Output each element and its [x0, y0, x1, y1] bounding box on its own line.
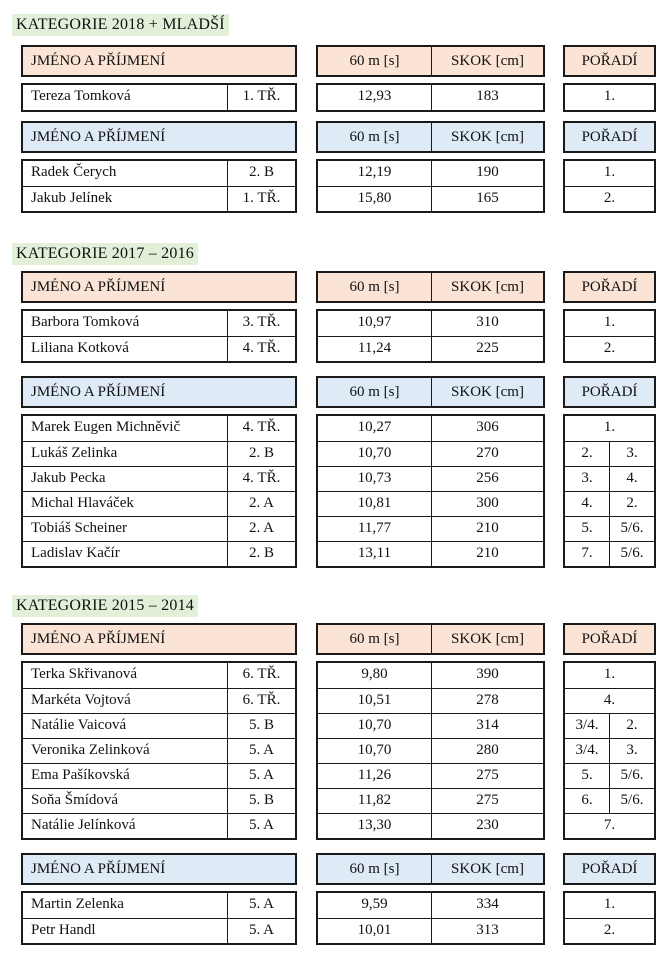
class-name: 4. TŘ. [227, 416, 295, 441]
rank-value: 1. [603, 666, 616, 682]
sprint-time: 11,77 [357, 520, 392, 536]
rank-column-body [563, 159, 656, 213]
name-header [21, 45, 297, 77]
athlete-name: Tereza Tomková [31, 88, 131, 104]
rank-value: 4. [603, 692, 616, 708]
table-row [23, 893, 295, 918]
athlete-name: Jakub Jelínek [31, 190, 113, 206]
sprint-header-label: 60 m [s] [349, 384, 400, 400]
jump-header-label: SKOK [cm] [431, 47, 543, 75]
table-row [318, 918, 543, 944]
athlete-name: Liliana Kotková [31, 340, 129, 356]
table-row [318, 516, 543, 542]
rank-column-body [563, 414, 656, 568]
jump-distance: 183 [431, 85, 543, 110]
table-row [565, 893, 654, 918]
jump-distance: 190 [431, 161, 543, 186]
jump-distance: 165 [431, 187, 543, 212]
name-header [21, 271, 297, 303]
jump-distance: 280 [431, 739, 543, 764]
sprint-header-label: 60 m [s] [349, 861, 400, 877]
score-header [316, 853, 545, 885]
name-column-body [21, 159, 297, 213]
table-row [23, 85, 295, 110]
rank-value: 2. [581, 445, 593, 461]
sprint-time: 10,73 [357, 470, 392, 486]
rank-column-body [563, 891, 656, 945]
table-row [565, 918, 654, 944]
athlete-name: Barbora Tomková [31, 314, 140, 330]
sprint-time: 10,97 [357, 314, 392, 330]
table-row [565, 466, 654, 492]
table-row [565, 311, 654, 336]
jump-distance: 278 [431, 689, 543, 714]
table-row [318, 336, 543, 362]
name-header [21, 623, 297, 655]
rank-value-secondary: 2. [609, 492, 654, 517]
athlete-name: Radek Čerych [31, 164, 117, 180]
table-row [565, 713, 654, 739]
score-header [316, 45, 545, 77]
table-row [565, 788, 654, 814]
table-row [23, 813, 295, 839]
athlete-name: Markéta Vojtová [31, 692, 131, 708]
name-header [21, 121, 297, 153]
class-name: 2. A [227, 517, 295, 542]
table-row [318, 893, 543, 918]
rank-value-secondary: 3. [609, 739, 654, 764]
class-name: 6. TŘ. [227, 689, 295, 714]
table-row [565, 85, 654, 110]
table-row [318, 713, 543, 739]
jump-header-label: SKOK [cm] [431, 855, 543, 883]
score-column-body [316, 83, 545, 112]
athlete-name: Terka Skřivanová [31, 666, 137, 682]
class-name: 5. B [227, 789, 295, 814]
rank-value: 6. [581, 792, 593, 808]
sprint-time: 10,81 [357, 495, 392, 511]
sprint-time: 15,80 [357, 190, 392, 206]
category-title: KATEGORIE 2018 + MLADŠÍ [12, 14, 229, 36]
sprint-time: 10,01 [357, 922, 392, 938]
table-row [318, 416, 543, 441]
rank-header-label: POŘADÍ [581, 384, 638, 400]
table-row [318, 688, 543, 714]
table-row [23, 918, 295, 944]
class-name: 5. A [227, 739, 295, 764]
name-header-label: JMÉNO A PŘÍJMENÍ [31, 384, 166, 400]
name-header-label: JMÉNO A PŘÍJMENÍ [31, 631, 166, 647]
rank-value-secondary: 5/6. [609, 542, 654, 567]
rank-header [563, 853, 656, 885]
rank-value: 4. [581, 495, 593, 511]
rank-value: 3/4. [575, 717, 599, 733]
class-name: 6. TŘ. [227, 663, 295, 688]
rank-value: 3/4. [575, 742, 599, 758]
class-name: 2. B [227, 542, 295, 567]
table-row [565, 663, 654, 688]
table-row [23, 441, 295, 467]
rank-value-secondary: 4. [609, 467, 654, 492]
rank-value: 2. [603, 922, 616, 938]
sprint-time: 12,19 [357, 164, 392, 180]
rank-value: 3. [581, 470, 593, 486]
score-column-body [316, 159, 545, 213]
athlete-name: Soňa Šmídová [31, 792, 119, 808]
class-name: 5. A [227, 919, 295, 944]
class-name: 4. TŘ. [227, 337, 295, 362]
sprint-time: 10,70 [357, 717, 392, 733]
rank-value-secondary: 5/6. [609, 789, 654, 814]
athlete-name: Tobiáš Scheiner [31, 520, 128, 536]
table-row [565, 813, 654, 839]
table-row [565, 441, 654, 467]
rank-header [563, 45, 656, 77]
name-header-label: JMÉNO A PŘÍJMENÍ [31, 279, 166, 295]
category-title: KATEGORIE 2017 – 2016 [12, 243, 198, 265]
table-row [565, 336, 654, 362]
class-name: 1. TŘ. [227, 85, 295, 110]
jump-distance: 313 [431, 919, 543, 944]
table-row [565, 688, 654, 714]
name-header-label: JMÉNO A PŘÍJMENÍ [31, 53, 166, 69]
sprint-header-label: 60 m [s] [349, 129, 400, 145]
table-row [318, 663, 543, 688]
rank-header-label: POŘADÍ [581, 53, 638, 69]
table-row [23, 788, 295, 814]
table-row [565, 738, 654, 764]
rank-column-body [563, 309, 656, 363]
rank-value: 7. [581, 545, 593, 561]
name-column-body [21, 661, 297, 840]
jump-distance: 270 [431, 442, 543, 467]
table-row [23, 466, 295, 492]
name-header [21, 376, 297, 408]
sprint-time: 11,26 [357, 767, 392, 783]
table-row [23, 763, 295, 789]
sprint-time: 10,27 [357, 419, 392, 435]
rank-header-label: POŘADÍ [581, 631, 638, 647]
sprint-time: 11,24 [357, 340, 392, 356]
rank-value: 1. [603, 419, 616, 435]
rank-column-body [563, 83, 656, 112]
rank-column-body [563, 661, 656, 840]
rank-value-secondary: 5/6. [609, 764, 654, 789]
sprint-time: 9,59 [361, 896, 388, 912]
athlete-name: Lukáš Zelinka [31, 445, 118, 461]
jump-distance: 210 [431, 542, 543, 567]
table-row [23, 688, 295, 714]
name-header [21, 853, 297, 885]
class-name: 2. B [227, 442, 295, 467]
rank-value-secondary: 5/6. [609, 517, 654, 542]
sprint-time: 10,51 [357, 692, 392, 708]
table-row [318, 491, 543, 517]
rank-value: 5. [581, 520, 593, 536]
rank-value: 7. [603, 817, 616, 833]
table-row [23, 186, 295, 212]
class-name: 5. A [227, 893, 295, 918]
table-row [318, 85, 543, 110]
table-row [565, 161, 654, 186]
name-column-body [21, 83, 297, 112]
table-row [318, 813, 543, 839]
rank-value: 1. [603, 164, 616, 180]
rank-value: 1. [603, 314, 616, 330]
class-name: 4. TŘ. [227, 467, 295, 492]
sprint-time: 11,82 [357, 792, 392, 808]
table-row [23, 161, 295, 186]
sprint-header-label: 60 m [s] [349, 53, 400, 69]
rank-value: 5. [581, 767, 593, 783]
sprint-time: 10,70 [357, 445, 392, 461]
jump-header-label: SKOK [cm] [431, 273, 543, 301]
table-row [23, 541, 295, 567]
score-header [316, 623, 545, 655]
rank-value: 1. [603, 88, 616, 104]
score-header [316, 121, 545, 153]
table-row [565, 541, 654, 567]
class-name: 2. A [227, 492, 295, 517]
athlete-name: Martin Zelenka [31, 896, 124, 912]
athlete-name: Petr Handl [31, 922, 96, 938]
table-row [565, 186, 654, 212]
rank-header-label: POŘADÍ [581, 861, 638, 877]
table-row [565, 416, 654, 441]
table-row [23, 738, 295, 764]
rank-value: 2. [603, 340, 616, 356]
athlete-name: Jakub Pecka [31, 470, 106, 486]
name-column-body [21, 891, 297, 945]
table-row [23, 713, 295, 739]
jump-distance: 300 [431, 492, 543, 517]
jump-distance: 334 [431, 893, 543, 918]
jump-header-label: SKOK [cm] [431, 378, 543, 406]
table-row [23, 491, 295, 517]
jump-distance: 230 [431, 814, 543, 839]
sprint-time: 9,80 [361, 666, 388, 682]
score-column-body [316, 891, 545, 945]
table-row [318, 541, 543, 567]
jump-distance: 210 [431, 517, 543, 542]
sprint-time: 12,93 [357, 88, 392, 104]
jump-distance: 225 [431, 337, 543, 362]
category-title: KATEGORIE 2015 – 2014 [12, 595, 198, 617]
class-name: 5. B [227, 714, 295, 739]
name-header-label: JMÉNO A PŘÍJMENÍ [31, 861, 166, 877]
table-row [318, 788, 543, 814]
jump-distance: 256 [431, 467, 543, 492]
athlete-name: Michal Hlaváček [31, 495, 134, 511]
table-row [318, 466, 543, 492]
table-row [565, 491, 654, 517]
name-header-label: JMÉNO A PŘÍJMENÍ [31, 129, 166, 145]
sprint-header-label: 60 m [s] [349, 631, 400, 647]
name-column-body [21, 414, 297, 568]
table-row [318, 763, 543, 789]
score-column-body [316, 309, 545, 363]
table-row [23, 336, 295, 362]
athlete-name: Ladislav Kačír [31, 545, 120, 561]
table-row [565, 763, 654, 789]
class-name: 3. TŘ. [227, 311, 295, 336]
class-name: 2. B [227, 161, 295, 186]
name-column-body [21, 309, 297, 363]
jump-distance: 314 [431, 714, 543, 739]
rank-value: 1. [603, 896, 616, 912]
rank-header [563, 271, 656, 303]
athlete-name: Natálie Jelínková [31, 817, 136, 833]
table-row [23, 416, 295, 441]
rank-value: 2. [603, 190, 616, 206]
rank-value-secondary: 3. [609, 442, 654, 467]
sprint-time: 13,30 [357, 817, 392, 833]
table-row [318, 186, 543, 212]
score-header [316, 376, 545, 408]
class-name: 5. A [227, 814, 295, 839]
rank-header [563, 121, 656, 153]
class-name: 5. A [227, 764, 295, 789]
rank-header-label: POŘADÍ [581, 129, 638, 145]
score-header [316, 271, 545, 303]
jump-distance: 275 [431, 789, 543, 814]
class-name: 1. TŘ. [227, 187, 295, 212]
table-row [318, 161, 543, 186]
athlete-name: Natálie Vaicová [31, 717, 127, 733]
rank-header [563, 623, 656, 655]
table-row [318, 441, 543, 467]
score-column-body [316, 661, 545, 840]
jump-distance: 390 [431, 663, 543, 688]
table-row [23, 311, 295, 336]
table-row [318, 311, 543, 336]
jump-distance: 310 [431, 311, 543, 336]
athlete-name: Veronika Zelinková [31, 742, 150, 758]
score-column-body [316, 414, 545, 568]
jump-header-label: SKOK [cm] [431, 625, 543, 653]
table-row [565, 516, 654, 542]
athlete-name: Marek Eugen Michněvič [31, 419, 181, 435]
athlete-name: Ema Pašíkovská [31, 767, 130, 783]
rank-header-label: POŘADÍ [581, 279, 638, 295]
sprint-header-label: 60 m [s] [349, 279, 400, 295]
sprint-time: 13,11 [357, 545, 392, 561]
jump-distance: 306 [431, 416, 543, 441]
rank-value-secondary: 2. [609, 714, 654, 739]
table-row [23, 663, 295, 688]
rank-header [563, 376, 656, 408]
sprint-time: 10,70 [357, 742, 392, 758]
jump-header-label: SKOK [cm] [431, 123, 543, 151]
table-row [318, 738, 543, 764]
jump-distance: 275 [431, 764, 543, 789]
table-row [23, 516, 295, 542]
